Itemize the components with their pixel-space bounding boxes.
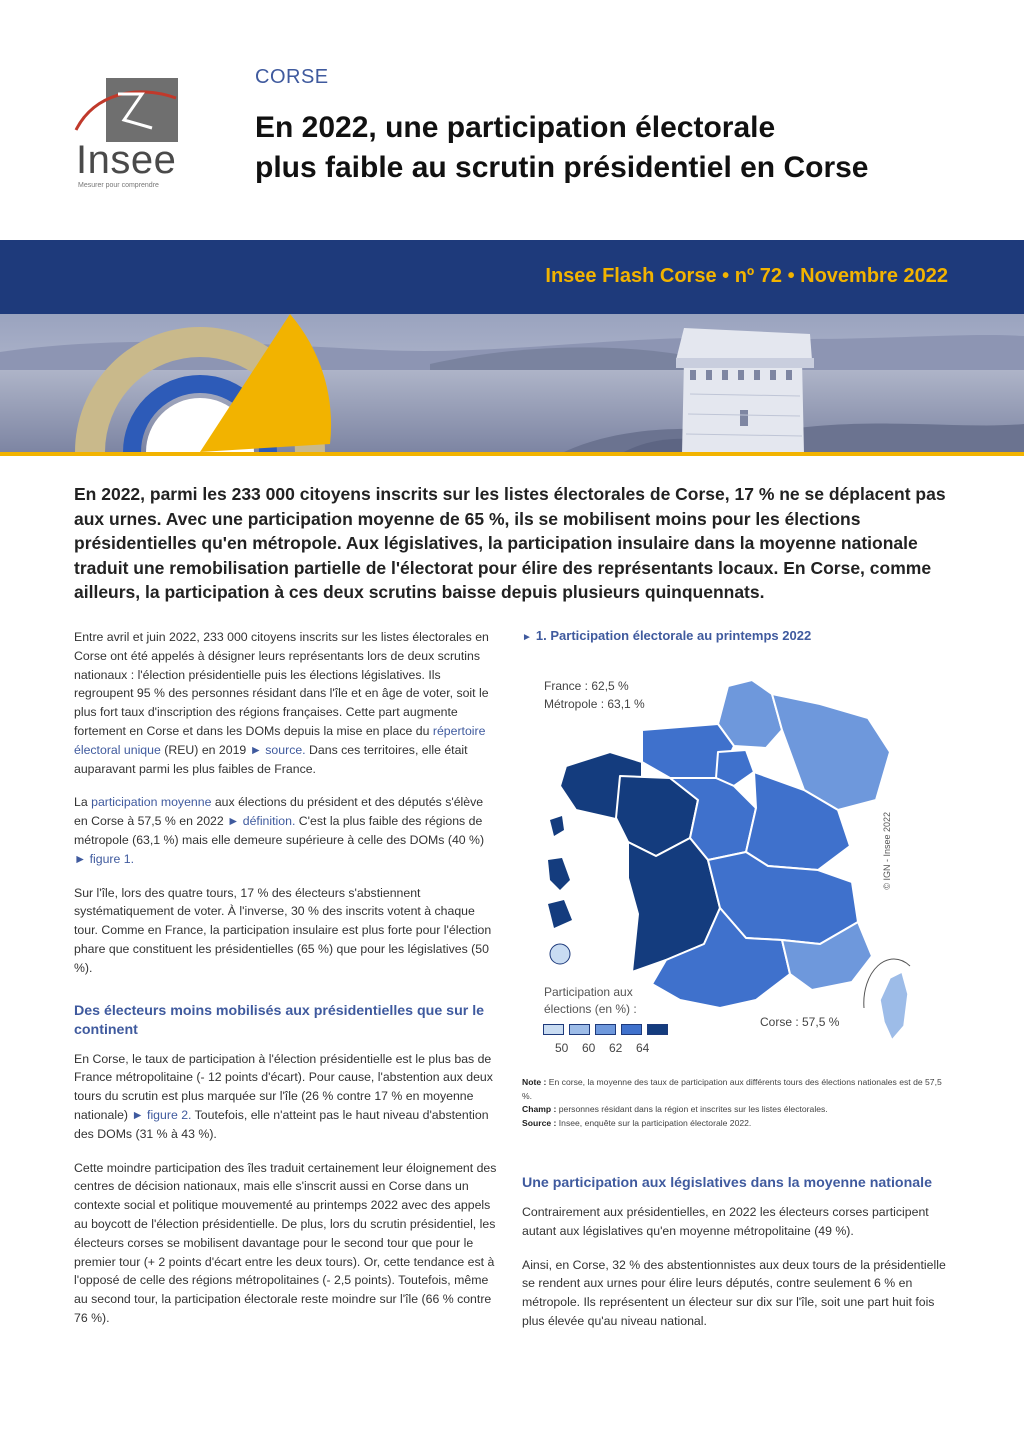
paragraph-1-text-a: Entre avril et juin 2022, 233 000 citoyens inscrits sur les listes électorales en Corse ont été appelés à désigner leurs représentants lors de deux scrutins nationaux : l'élection présidentielle puis les élections législatives. Ils regroupent 95 % des personnes résidant dans l'île et en âge de voter, soit le plus fort taux d'inscription des régions françaises. Cette part augmente fortement en Corse et dans les DOMs depuis la mise en place du xyxy=(74,630,489,738)
dom-guadeloupe xyxy=(550,816,564,836)
champ-label: Champ : xyxy=(522,1104,557,1115)
note-text: En corse, la moyenne des taux de participation aux différents tours des élections nationales est de 57,5 %. xyxy=(522,1077,942,1101)
section-heading-legislatives: Une participation aux législatives dans la moyenne nationale xyxy=(522,1175,932,1191)
banner-image xyxy=(0,314,1024,454)
metropole-participation-label: Métropole : 63,1 % xyxy=(544,697,645,711)
legend-swatch-1 xyxy=(543,1024,564,1035)
note-line xyxy=(522,1076,952,1103)
section-heading-presidentielles: Des électeurs moins mobilisés aux présidentielles que sur le continent xyxy=(74,1002,485,1038)
corse-participation-label: Corse : 57,5 % xyxy=(760,1015,840,1029)
publication-band xyxy=(0,240,1024,314)
paragraph-2-text-a: La xyxy=(74,795,92,810)
link-repertoire-electoral[interactable]: répertoire électoral unique xyxy=(74,723,486,757)
source-text: Insee, enquête sur la participation électorale 2022. xyxy=(558,1117,752,1128)
right-paragraph-2: Ainsi, en Corse, 32 % des abstentionnistes aux deux tours de la présidentielle se rendent aux urnes pour élire leurs députés, contre seulement 6 % en métropole. Ils représentent un électeur sur dix sur l'île, soit une part huit fois plus élevée qu'au niveau national. xyxy=(522,1257,946,1328)
insee-logo xyxy=(72,78,184,194)
legend-title: Participation aux élections (en %) : xyxy=(544,985,637,1016)
paragraph-2-text-c: C'est la plus faible des régions de métropole (63,1 %) mais elle demeure supérieure à celle des DOMs (40 %) xyxy=(74,814,485,847)
figure-title-text: 1. Participation électorale au printemps 2022 xyxy=(535,628,812,643)
region-corse xyxy=(880,972,908,1040)
paragraph-4-text-b: Toutefois, elle n'atteint pas le haut niveau d'abstention des DOMs (31 % à 43 %). xyxy=(74,1107,489,1141)
legend-value: 50 xyxy=(555,1041,569,1055)
legend-swatch-2 xyxy=(569,1024,590,1035)
map-copyright: © IGN - Insee 2022 xyxy=(882,812,892,890)
figure-notes xyxy=(522,1076,952,1130)
paragraph-2-text-b: aux élections du président et des députés s'élève en Corse à 57,5 % en 2022 xyxy=(74,795,484,829)
dom-guyane xyxy=(548,900,572,928)
source-label: Source : xyxy=(522,1117,557,1128)
banner-gold-rule xyxy=(0,452,1024,456)
legend-swatch-4 xyxy=(621,1024,642,1035)
right-column xyxy=(522,1174,952,1346)
legend-value: 64 xyxy=(636,1041,650,1055)
paragraph-5: Cette moindre participation des îles traduit certainement leur éloignement des centres de décision nationaux, mais elle s'inscrit aussi en Corse dans un contexte social et politique mouvementé au printemps 2022 avec des appels au boycott de l'élection présidentielle. De plus, lors du scrutin présidentiel, les électeurs corses se mobilisent davantage pour le second tour que pour le premier tour (+ 2 points d'écart entre les deux tours). Or, cette tendance est à l'opposé de celle des régions métropolitaines (- 2,5 points). Toutefois, même au second tour, la participation électorale reste moindre sur l'île (66 % contre 76 %). xyxy=(74,1160,497,1325)
champ-line xyxy=(522,1103,952,1117)
lead-paragraph: En 2022, parmi les 233 000 citoyens inscrits sur les listes électorales de Corse, 17 % ne se déplacent pas aux urnes. Avec une participation moyenne de 65 %, ils se mobilisent moins pour les élections présidentielles qu'en métropole. Aux législatives, la participation insulaire dans la moyenne nationale traduit une remobilisation partielle de l'électorat pour élire des représentants locaux. En Corse, comme ailleurs, la participation à ces deux scrutins baisse depuis plusieurs quinquennats. xyxy=(74,484,946,602)
title-line-1: En 2022, une participation électorale xyxy=(255,111,776,144)
source-line xyxy=(522,1117,952,1131)
left-column xyxy=(74,628,498,1343)
champ-text: personnes résidant dans la région et inscrites sur les listes électorales. xyxy=(558,1104,828,1115)
logo-wordmark: Insee xyxy=(76,138,177,182)
link-definition[interactable]: ► définition. xyxy=(227,814,296,829)
paragraph-1-text-c: Dans ces territoires, elle était auparavant parmi les plus faibles de France. xyxy=(74,742,468,776)
legend-value: 60 xyxy=(582,1041,596,1055)
legend-swatch-3 xyxy=(595,1024,616,1035)
region-kicker: CORSE xyxy=(255,66,329,88)
dom-martinique xyxy=(548,858,570,890)
logo-tagline: Mesurer pour comprendre xyxy=(78,182,159,189)
insee-logo-mark xyxy=(72,78,184,144)
link-figure-2[interactable]: ► figure 2. xyxy=(131,1107,192,1122)
figure-title xyxy=(522,628,811,643)
note-label: Note : xyxy=(522,1077,547,1087)
link-figure-1[interactable]: ► figure 1. xyxy=(74,851,135,866)
right-paragraph-1: Contrairement aux présidentielles, en 2022 les électeurs corses participent autant aux législatives qu'en moyenne métropolitaine (49 %). xyxy=(522,1205,929,1238)
paragraph-4-text-a: En Corse, le taux de participation à l'élection présidentielle est le plus bas de France métropolitaine (- 12 points d'écart). Pour cause, l'abstention aux deux tours du scrutin est plus marquée sur l'île (26 % contre 17 % en moyenne nationale) xyxy=(74,1051,493,1122)
paragraph-3: Sur l'île, lors des quatre tours, 17 % des électeurs s'abstiennent systématiquement de voter. À l'inverse, 30 % des inscrits votent à chaque tour. Comme en France, la participation insulaire est plus forte pour l'élection phare que constituent les présidentielles (65 %) que pour les législatives (50 %). xyxy=(74,885,492,975)
publication-info: Insee Flash Corse • nº 72 • Novembre 2022 xyxy=(545,265,948,287)
paragraph-4 xyxy=(74,1050,498,1144)
paragraph-1 xyxy=(74,628,498,778)
paragraph-1-text-b: (REU) en 2019 xyxy=(160,742,250,757)
triangle-bullet-icon: ► xyxy=(522,632,532,643)
link-source[interactable]: ► source. xyxy=(249,742,306,757)
banner-illustration xyxy=(0,314,1024,454)
paragraph-2 xyxy=(74,793,498,868)
dom-la-reunion xyxy=(550,944,570,964)
title-line-2: plus faible au scrutin présidentiel en Corse xyxy=(255,151,869,184)
link-participation-moyenne[interactable]: participation moyenne xyxy=(91,795,212,810)
france-participation-label: France : 62,5 % xyxy=(544,679,629,693)
legend-value: 62 xyxy=(609,1041,623,1055)
legend-swatch-5 xyxy=(647,1024,668,1035)
page-title xyxy=(255,108,975,188)
